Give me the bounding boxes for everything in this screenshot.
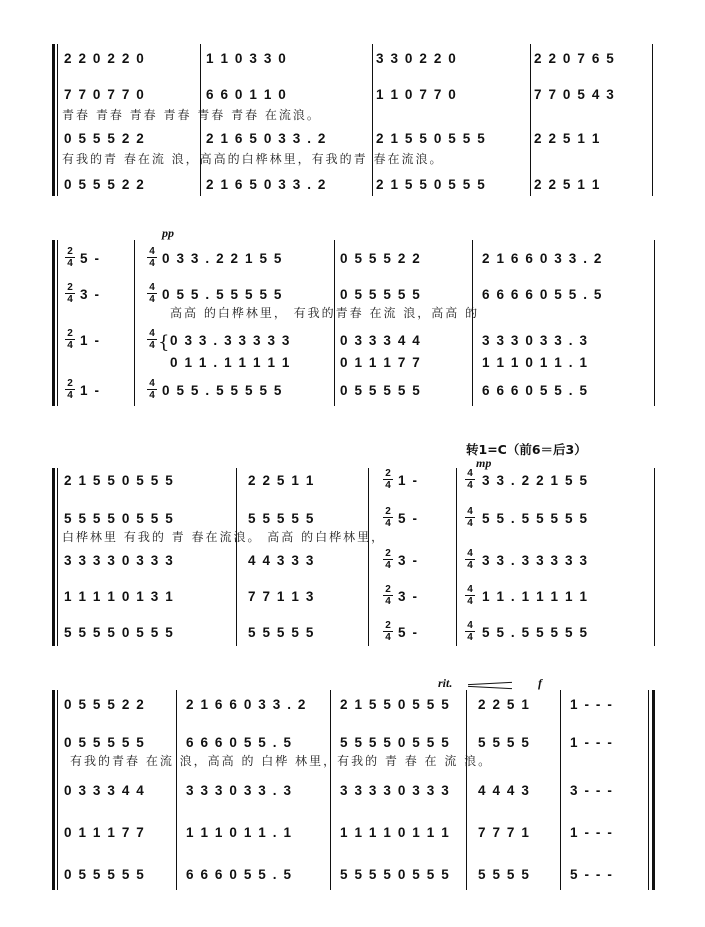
measure: 3 3 3 3 0 3 3 3 xyxy=(64,553,175,568)
measure: 2 1 5 5 0 5 5 5 xyxy=(64,473,175,488)
measure: 0 3 3 . 3 3 3 3 3 xyxy=(170,333,292,348)
measure: 4 4 3 3 3 xyxy=(248,553,315,568)
time-signature: 4 4 xyxy=(146,246,158,269)
measure: 0 5 5 5 2 2 xyxy=(64,177,146,192)
staff-line xyxy=(58,508,658,530)
lyric-line: 青春 青春 青春 青春 青春 青春 在流浪。 xyxy=(62,108,321,122)
measure: 2 1 5 5 0 5 5 5 xyxy=(376,177,487,192)
measure: 2 1 6 5 0 3 3 . 2 xyxy=(206,131,328,146)
lyric-line: 有我的青 春在流 浪，高高的白桦林里，有我的青 春在流浪。 xyxy=(62,152,444,166)
measure: 1 1 1 0 1 1 . 1 xyxy=(186,825,293,840)
system-bracket xyxy=(52,44,55,196)
measure: 0 5 5 5 5 5 xyxy=(340,287,422,302)
measure: 3 3 3 0 3 3 . 3 xyxy=(482,333,589,348)
time-signature: 2 4 xyxy=(382,584,394,607)
barline xyxy=(472,240,473,406)
staff-line xyxy=(58,380,658,402)
measure: 0 5 5 5 2 2 xyxy=(64,697,146,712)
measure: 7 7 0 5 4 3 xyxy=(534,87,616,102)
measure: 3 - xyxy=(398,589,419,604)
system-bracket xyxy=(52,690,55,890)
barline xyxy=(334,240,335,406)
staff-line xyxy=(58,732,658,754)
measure: 2 1 6 6 0 3 3 . 2 xyxy=(186,697,308,712)
time-signature: 2 4 xyxy=(64,282,76,305)
measure: 3 3 3 3 0 3 3 3 xyxy=(340,783,451,798)
measure: 0 5 5 . 5 5 5 5 5 xyxy=(162,287,284,302)
staff-line xyxy=(58,586,658,608)
measure: 1 - - - xyxy=(570,697,614,712)
staff-line xyxy=(58,174,658,196)
measure: 5 5 . 5 5 5 5 5 xyxy=(482,625,589,640)
final-barline-thick xyxy=(652,690,655,890)
measure: 1 1 1 1 0 1 3 1 xyxy=(64,589,175,604)
measure: 5 - xyxy=(398,511,419,526)
measure: 3 - xyxy=(398,553,419,568)
time-signature: 4 4 xyxy=(464,620,476,643)
measure: 0 5 5 5 5 5 xyxy=(64,867,146,882)
time-signature: 2 4 xyxy=(64,378,76,401)
staff-line xyxy=(58,864,658,886)
system-bracket xyxy=(52,240,55,406)
measure: 5 5 5 5 5 xyxy=(248,511,315,526)
measure: 6 6 6 6 0 5 5 . 5 xyxy=(482,287,604,302)
staff-line xyxy=(58,470,658,492)
measure: 0 3 3 3 4 4 xyxy=(64,783,146,798)
measure: 6 6 0 1 1 0 xyxy=(206,87,288,102)
measure: 1 1 0 7 7 0 xyxy=(376,87,458,102)
staff-line xyxy=(58,694,658,716)
measure: 2 1 5 5 0 5 5 5 xyxy=(376,131,487,146)
decrescendo-hairpin xyxy=(468,686,512,689)
measure: 5 5 5 5 xyxy=(478,735,531,750)
staff-line xyxy=(58,128,658,150)
time-signature: 4 4 xyxy=(146,282,158,305)
measure: 5 5 . 5 5 5 5 5 xyxy=(482,511,589,526)
staff-line xyxy=(58,550,658,572)
staff-line xyxy=(58,248,658,270)
barline xyxy=(368,468,369,646)
time-signature: 2 4 xyxy=(382,620,394,643)
measure: 1 - - - xyxy=(570,735,614,750)
dynamic-pp: pp xyxy=(162,226,174,240)
measure: 3 - xyxy=(80,287,101,302)
measure: 3 3 0 2 2 0 xyxy=(376,51,458,66)
measure: 0 5 5 5 5 5 xyxy=(64,735,146,750)
time-signature: 2 4 xyxy=(382,468,394,491)
time-signature: 2 4 xyxy=(64,246,76,269)
measure: 0 1 1 1 7 7 xyxy=(64,825,146,840)
measure: 1 - xyxy=(80,383,101,398)
lyric-line: 高高 的白桦林里， 有我的青春 在流 浪，高高 的 xyxy=(170,306,480,320)
staff-line xyxy=(58,622,658,644)
barline xyxy=(654,240,655,406)
measure: 1 - - - xyxy=(570,825,614,840)
time-signature: 2 4 xyxy=(382,548,394,571)
staff-line xyxy=(58,780,658,802)
measure: 2 2 5 1 1 xyxy=(534,177,601,192)
measure: 0 1 1 1 7 7 xyxy=(340,355,422,370)
staff-line xyxy=(58,48,658,70)
barline xyxy=(176,690,177,890)
measure: 2 1 6 5 0 3 3 . 2 xyxy=(206,177,328,192)
staff-line xyxy=(58,84,658,106)
measure: 5 5 5 5 0 5 5 5 xyxy=(340,867,451,882)
measure: 1 1 1 0 1 1 . 1 xyxy=(482,355,589,370)
measure: 2 2 5 1 1 xyxy=(534,131,601,146)
staff-line xyxy=(58,822,658,844)
barline xyxy=(372,44,373,196)
barline xyxy=(456,468,457,646)
measure: 7 7 0 7 7 0 xyxy=(64,87,146,102)
measure: 6 6 6 0 5 5 . 5 xyxy=(482,383,589,398)
barline xyxy=(530,44,531,196)
measure: 5 5 5 5 0 5 5 5 xyxy=(340,735,451,750)
lyric-line: 有我的青春 在流 浪，高高 的 白桦 林里，有我的 青 春 在 流 浪。 xyxy=(70,754,493,768)
measure: 7 7 1 1 3 xyxy=(248,589,315,604)
barline xyxy=(652,44,653,196)
measure: 2 2 5 1 xyxy=(478,697,531,712)
barline xyxy=(330,690,331,890)
measure: 5 - - - xyxy=(570,867,614,882)
measure: 5 5 5 5 0 5 5 5 xyxy=(64,511,175,526)
measure: 1 1 . 1 1 1 1 1 xyxy=(482,589,589,604)
measure: 1 - xyxy=(398,473,419,488)
measure: 6 6 6 0 5 5 . 5 xyxy=(186,735,293,750)
time-signature: 2 4 xyxy=(382,506,394,529)
barline xyxy=(466,690,467,890)
measure: 1 1 1 1 0 1 1 1 xyxy=(340,825,451,840)
dynamic-mp: mp xyxy=(476,456,492,470)
measure: 1 - xyxy=(80,333,101,348)
measure: 5 - xyxy=(398,625,419,640)
measure: 5 5 5 5 5 xyxy=(248,625,315,640)
measure: 2 1 5 5 0 5 5 5 xyxy=(340,697,451,712)
measure: 2 2 0 2 2 0 xyxy=(64,51,146,66)
measure: 3 - - - xyxy=(570,783,614,798)
measure: 0 5 5 . 5 5 5 5 5 xyxy=(162,383,284,398)
measure: 5 5 5 5 xyxy=(478,867,531,882)
time-signature: 4 4 xyxy=(464,584,476,607)
barline xyxy=(134,240,135,406)
barline xyxy=(236,468,237,646)
barline xyxy=(200,44,201,196)
measure: 0 3 3 3 4 4 xyxy=(340,333,422,348)
final-barline-thin xyxy=(648,690,649,890)
measure: 3 3 . 2 2 1 5 5 xyxy=(482,473,589,488)
staff-line xyxy=(58,330,658,352)
dynamic-f: f xyxy=(538,676,542,690)
measure: 2 1 6 6 0 3 3 . 2 xyxy=(482,251,604,266)
time-signature: 4 4 xyxy=(464,506,476,529)
staff-line xyxy=(58,284,658,306)
staff-line xyxy=(58,352,658,374)
time-signature: 4 4 xyxy=(146,378,158,401)
key-change: 转1=C（前6＝后3） xyxy=(466,442,587,457)
measure: 2 2 5 1 1 xyxy=(248,473,315,488)
measure: 5 5 5 5 0 5 5 5 xyxy=(64,625,175,640)
measure: 0 3 3 . 2 2 1 5 5 xyxy=(162,251,284,266)
time-signature: 4 4 xyxy=(146,328,158,351)
measure: 0 1 1 . 1 1 1 1 1 xyxy=(170,355,292,370)
time-signature: 4 4 xyxy=(464,548,476,571)
measure: 0 5 5 5 2 2 xyxy=(340,251,422,266)
measure: 3 3 . 3 3 3 3 3 xyxy=(482,553,589,568)
system-bracket xyxy=(52,468,55,646)
measure: 2 2 0 7 6 5 xyxy=(534,51,616,66)
lyric-line: 白桦林里 有我的 青 春在流浪。 高高 的白桦林里， xyxy=(62,530,386,544)
measure: 1 1 0 3 3 0 xyxy=(206,51,288,66)
measure: 7 7 7 1 xyxy=(478,825,531,840)
tempo-rit: rit. xyxy=(438,676,453,690)
measure: 5 - xyxy=(80,251,101,266)
voice-brace: { xyxy=(158,332,170,353)
measure: 0 5 5 5 5 5 xyxy=(340,383,422,398)
measure: 6 6 6 0 5 5 . 5 xyxy=(186,867,293,882)
barline xyxy=(654,468,655,646)
time-signature: 4 4 xyxy=(464,468,476,491)
time-signature: 2 4 xyxy=(64,328,76,351)
measure: 3 3 3 0 3 3 . 3 xyxy=(186,783,293,798)
measure: 0 5 5 5 2 2 xyxy=(64,131,146,146)
barline xyxy=(560,690,561,890)
measure: 4 4 4 3 xyxy=(478,783,531,798)
decrescendo-hairpin xyxy=(468,682,512,685)
